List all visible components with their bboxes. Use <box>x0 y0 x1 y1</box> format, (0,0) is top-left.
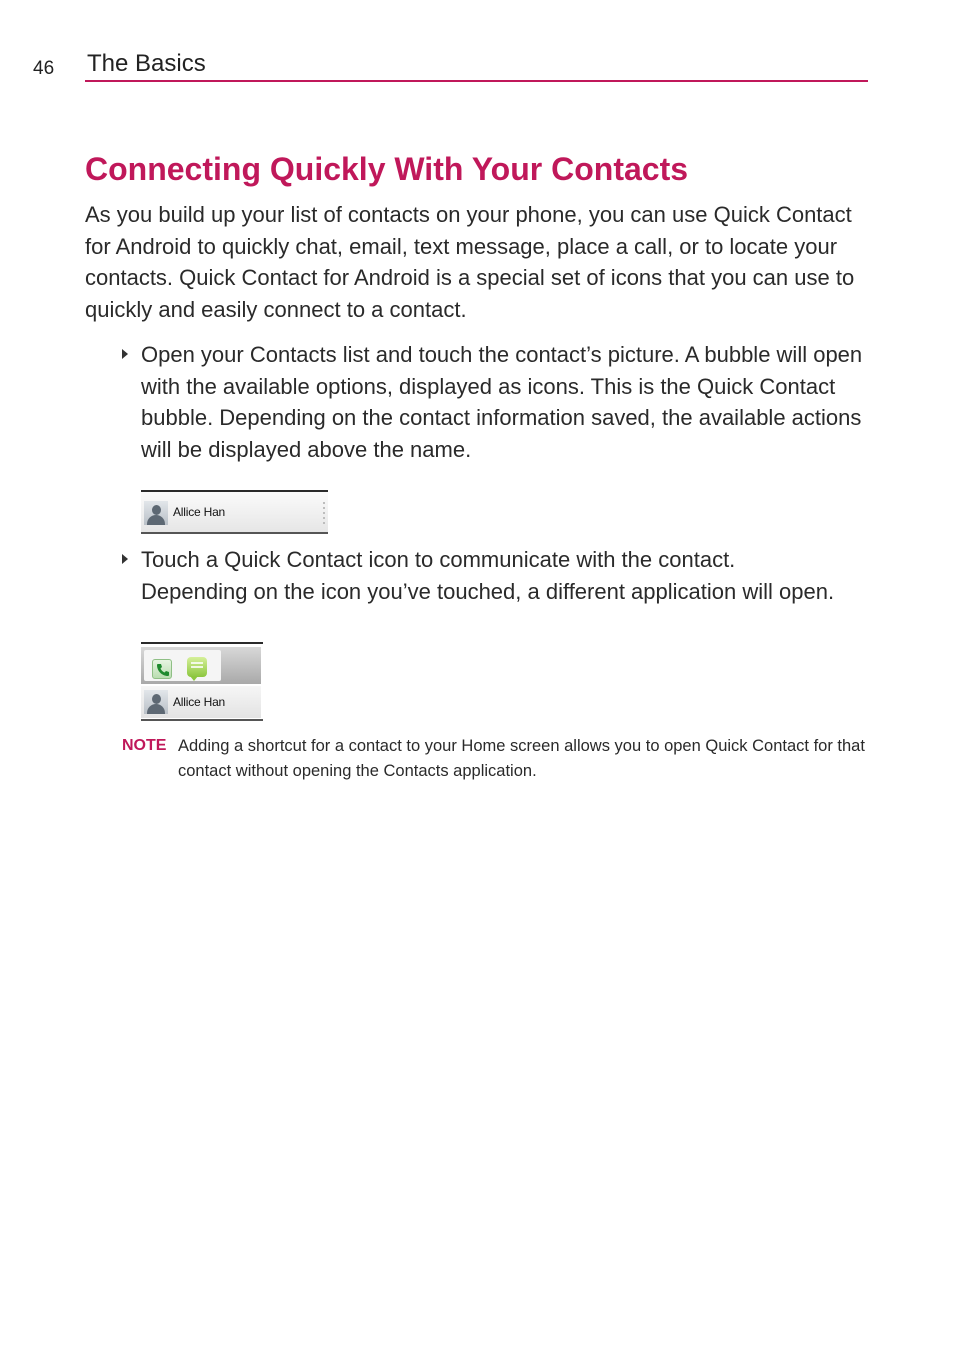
note-text: Adding a shortcut for a contact to your Home screen allows you to open Quick Contact for that contact without opening the Contacts application. <box>178 737 865 780</box>
section-title: The Basics <box>87 50 206 77</box>
page-heading: Connecting Quickly With Your Contacts <box>85 151 689 187</box>
bullet-item: Open your Contacts list and touch the contact’s picture. A bubble will open with the available options, displayed as icons. This is the Quick Contact bubble. Depending on the contact information saved, the available actions will be displayed above the name. <box>141 342 863 463</box>
header-rule <box>85 80 868 82</box>
page-number: 46 <box>33 58 55 79</box>
contact-avatar-icon <box>144 501 168 525</box>
bullet-arrow-icon <box>122 554 128 564</box>
contact-list-screenshot <box>141 490 328 534</box>
contact-name: Allice Han <box>173 695 226 709</box>
intro-paragraph: As you build up your list of contacts on your phone, you can use Quick Contact for Android to quickly chat, email, text message, place a call, or to locate your contacts. Quick Contact for Android is a special set of icons that you can use to quickly and easily connect to a contact. <box>85 202 855 323</box>
bullet-item: Touch a Quick Contact icon to communicate with the contact. Depending on the icon you’ve touched, a different application will open. <box>141 547 835 604</box>
contact-name-row <box>141 686 261 718</box>
contact-avatar-icon <box>144 690 168 714</box>
note-label: NOTE <box>122 737 167 754</box>
quick-contact-screenshot <box>141 642 263 721</box>
scroll-dots-icon <box>323 502 325 526</box>
bullet-arrow-icon <box>122 349 128 359</box>
quick-contact-bubble <box>141 647 261 684</box>
sms-icon <box>187 657 207 677</box>
contact-name: Allice Han <box>173 505 226 519</box>
phone-icon <box>152 659 172 679</box>
